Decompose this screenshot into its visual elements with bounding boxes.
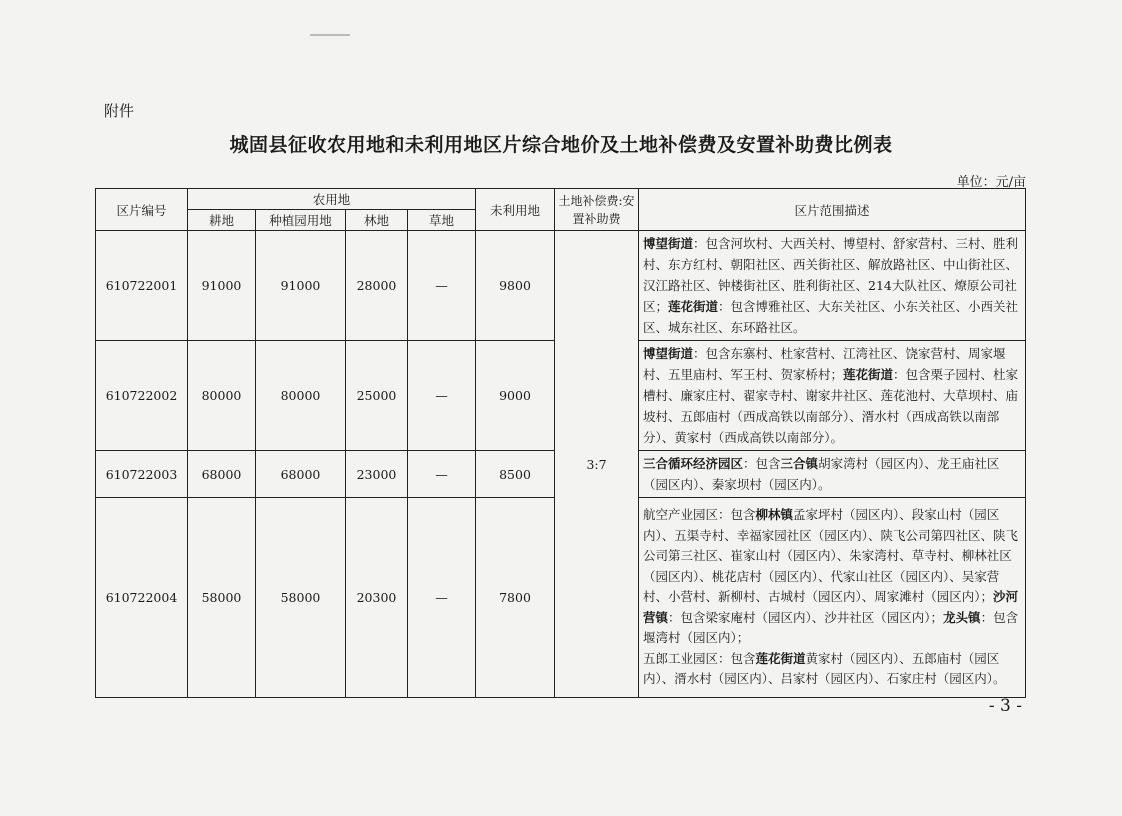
desc-text: 胡家湾村（园区内）、龙王庙社区（园区内）、秦家坝村（园区内）。 xyxy=(643,456,1000,492)
grass-price: — xyxy=(408,231,476,341)
forest-price: 28000 xyxy=(346,231,408,341)
unit-label: 单位：元/亩 xyxy=(956,175,1026,190)
zone-code: 610722001 xyxy=(96,231,188,341)
document-title: 城固县征收农用地和未利用地区片综合地价及土地补偿费及安置补助费比例表 xyxy=(229,134,893,156)
header-zone: 区片编号 xyxy=(96,189,188,231)
desc-text: ：包含堰湾村（园区内）； xyxy=(643,609,1019,646)
desc-bold: 博望街道 xyxy=(643,346,694,361)
unused-price: 9000 xyxy=(476,341,555,451)
compensation-table xyxy=(95,188,1026,698)
desc-bold: 沙河营镇 xyxy=(643,589,1019,625)
arable-price: 58000 xyxy=(188,498,256,698)
zone-code: 610722002 xyxy=(96,341,188,451)
header-agri: 农用地 xyxy=(188,189,476,210)
desc-bold: 三合镇 xyxy=(780,456,819,471)
plantation-price: 80000 xyxy=(256,341,346,451)
arable-price: 68000 xyxy=(188,451,256,498)
header-arable: 耕地 xyxy=(188,210,256,231)
desc-text: 航空产业园区：包含 xyxy=(643,507,756,523)
zone-description xyxy=(639,231,1026,341)
desc-text: ：包含河坎村、大西关村、博望村、舒家营村、三村、胜利村、东方红村、朝阳社区、西关街社区、解放路社区、中山街社区、汉江路社区、钟楼街社区、胜利街社区、214大队社区、燎原公司社区； xyxy=(643,236,1019,314)
grass-price: — xyxy=(408,451,476,498)
desc-text: ：包含梁家庵村（园区内）、沙井社区（园区内）； xyxy=(668,609,944,625)
header-forest: 林地 xyxy=(346,210,408,231)
plantation-price: 58000 xyxy=(256,498,346,698)
desc-text: 孟家坪村（园区内）、段家山村（园区内）、五渠寺村、幸福家园社区（园区内）、陕飞公司第四社区、陕飞公司第三社区、崔家山村（园区内）、朱家湾村、草寺村、柳林社区（园区内）、桃花店村（园区内）、代家山社区（园区内）、吴家营村、小营村、新柳村、古城村（园区内）、周家滩村（园区内）； xyxy=(643,507,1019,605)
table-row xyxy=(96,231,1026,341)
grass-price: — xyxy=(408,498,476,698)
grass-price: — xyxy=(408,341,476,451)
desc-text: ：包含 xyxy=(743,456,781,471)
forest-price: 23000 xyxy=(346,451,408,498)
plantation-price: 91000 xyxy=(256,231,346,341)
scan-mark xyxy=(310,34,350,36)
desc-bold: 莲花街道 xyxy=(843,367,894,382)
desc-bold: 莲花街道 xyxy=(668,299,719,314)
zone-code: 610722003 xyxy=(96,451,188,498)
plantation-price: 68000 xyxy=(256,451,346,498)
desc-bold: 龙头镇 xyxy=(943,609,981,625)
zone-description xyxy=(639,341,1026,451)
desc-bold: 博望街道 xyxy=(643,236,694,251)
zone-description xyxy=(639,451,1026,498)
desc-text: 黄家村（园区内）、五郎庙村（园区内）、湑水村（园区内）、吕家村（园区内）、石家庄村（园区内）。 xyxy=(643,650,1006,687)
forest-price: 25000 xyxy=(346,341,408,451)
header-row xyxy=(96,189,1026,210)
unused-price: 7800 xyxy=(476,498,555,698)
attachment-label: 附件 xyxy=(104,102,135,120)
header-unused: 未利用地 xyxy=(476,189,555,231)
page-number: - 3 - xyxy=(988,696,1022,716)
header-plantation: 种植园用地 xyxy=(256,210,346,231)
header-grass: 草地 xyxy=(408,210,476,231)
header-ratio: 土地补偿费:安置补助费 xyxy=(555,189,639,231)
desc-text: ：包含博雅社区、大东关社区、小东关社区、小西关社区、城东社区、东环路社区。 xyxy=(643,299,1019,335)
zone-code: 610722004 xyxy=(96,498,188,698)
desc-bold: 三合循环经济园区 xyxy=(643,456,744,471)
forest-price: 20300 xyxy=(346,498,408,698)
desc-text: ：包含东寨村、杜家营村、江湾社区、饶家营村、周家堰村、五里庙村、军王村、贺家桥村； xyxy=(643,346,1006,382)
desc-bold: 莲花街道 xyxy=(755,650,806,666)
arable-price: 80000 xyxy=(188,341,256,451)
arable-price: 91000 xyxy=(188,231,256,341)
unused-price: 9800 xyxy=(476,231,555,341)
desc-text: 五郎工业园区：包含 xyxy=(643,650,756,666)
header-desc: 区片范围描述 xyxy=(639,189,1026,231)
desc-text: ：包含栗子园村、杜家槽村、廉家庄村、翟家寺村、谢家井社区、莲花池村、大草坝村、庙坡村、五郎庙村（西成高铁以南部分）、湑水村（西成高铁以南部分）、黄家村（西成高铁以南部分）。 xyxy=(643,367,1019,445)
zone-description xyxy=(639,498,1026,698)
desc-bold: 柳林镇 xyxy=(755,507,794,523)
compensation-ratio: 3:7 xyxy=(555,231,639,698)
unused-price: 8500 xyxy=(476,451,555,498)
